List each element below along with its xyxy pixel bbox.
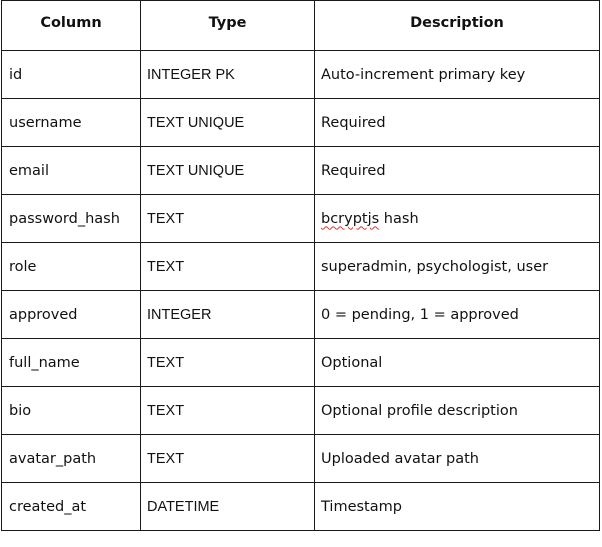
column-name-cell: avatar_path bbox=[2, 435, 141, 483]
description-cell: Required bbox=[315, 147, 600, 195]
type-cell: DATETIME bbox=[141, 483, 315, 531]
table-row bbox=[2, 483, 600, 531]
column-name-cell: id bbox=[2, 51, 141, 99]
column-name-cell: username bbox=[2, 99, 141, 147]
description-cell: Timestamp bbox=[315, 483, 600, 531]
type-cell: TEXT bbox=[141, 435, 315, 483]
description-cell: Auto-increment primary key bbox=[315, 51, 600, 99]
type-cell: TEXT bbox=[141, 387, 315, 435]
table-row bbox=[2, 243, 600, 291]
description-cell: Required bbox=[315, 99, 600, 147]
misspelled-word: bcryptjs bbox=[321, 210, 380, 227]
description-cell: superadmin, psychologist, user bbox=[315, 243, 600, 291]
column-name-cell: created_at bbox=[2, 483, 141, 531]
column-name-cell: password_hash bbox=[2, 195, 141, 243]
description-cell: Uploaded avatar path bbox=[315, 435, 600, 483]
schema-table bbox=[1, 0, 600, 531]
table-row bbox=[2, 291, 600, 339]
description-cell: Optional profile description bbox=[315, 387, 600, 435]
table-row bbox=[2, 195, 600, 243]
column-name-cell: email bbox=[2, 147, 141, 195]
type-cell: TEXT UNIQUE bbox=[141, 99, 315, 147]
description-rest: hash bbox=[379, 210, 419, 227]
table-row bbox=[2, 99, 600, 147]
type-cell: INTEGER PK bbox=[141, 51, 315, 99]
header-row bbox=[2, 1, 600, 51]
type-cell: TEXT UNIQUE bbox=[141, 147, 315, 195]
type-cell: INTEGER bbox=[141, 291, 315, 339]
column-name-cell: bio bbox=[2, 387, 141, 435]
table-row bbox=[2, 339, 600, 387]
header-description: Description bbox=[315, 1, 600, 51]
type-cell: TEXT bbox=[141, 243, 315, 291]
description-cell: 0 = pending, 1 = approved bbox=[315, 291, 600, 339]
description-cell: Optional bbox=[315, 339, 600, 387]
column-name-cell: approved bbox=[2, 291, 141, 339]
type-cell: TEXT bbox=[141, 195, 315, 243]
type-cell: TEXT bbox=[141, 339, 315, 387]
column-name-cell: full_name bbox=[2, 339, 141, 387]
column-name-cell: role bbox=[2, 243, 141, 291]
table-row bbox=[2, 147, 600, 195]
header-type: Type bbox=[141, 1, 315, 51]
table-row bbox=[2, 387, 600, 435]
table-row bbox=[2, 51, 600, 99]
description-cell bbox=[315, 195, 600, 243]
table-row bbox=[2, 435, 600, 483]
header-column: Column bbox=[2, 1, 141, 51]
